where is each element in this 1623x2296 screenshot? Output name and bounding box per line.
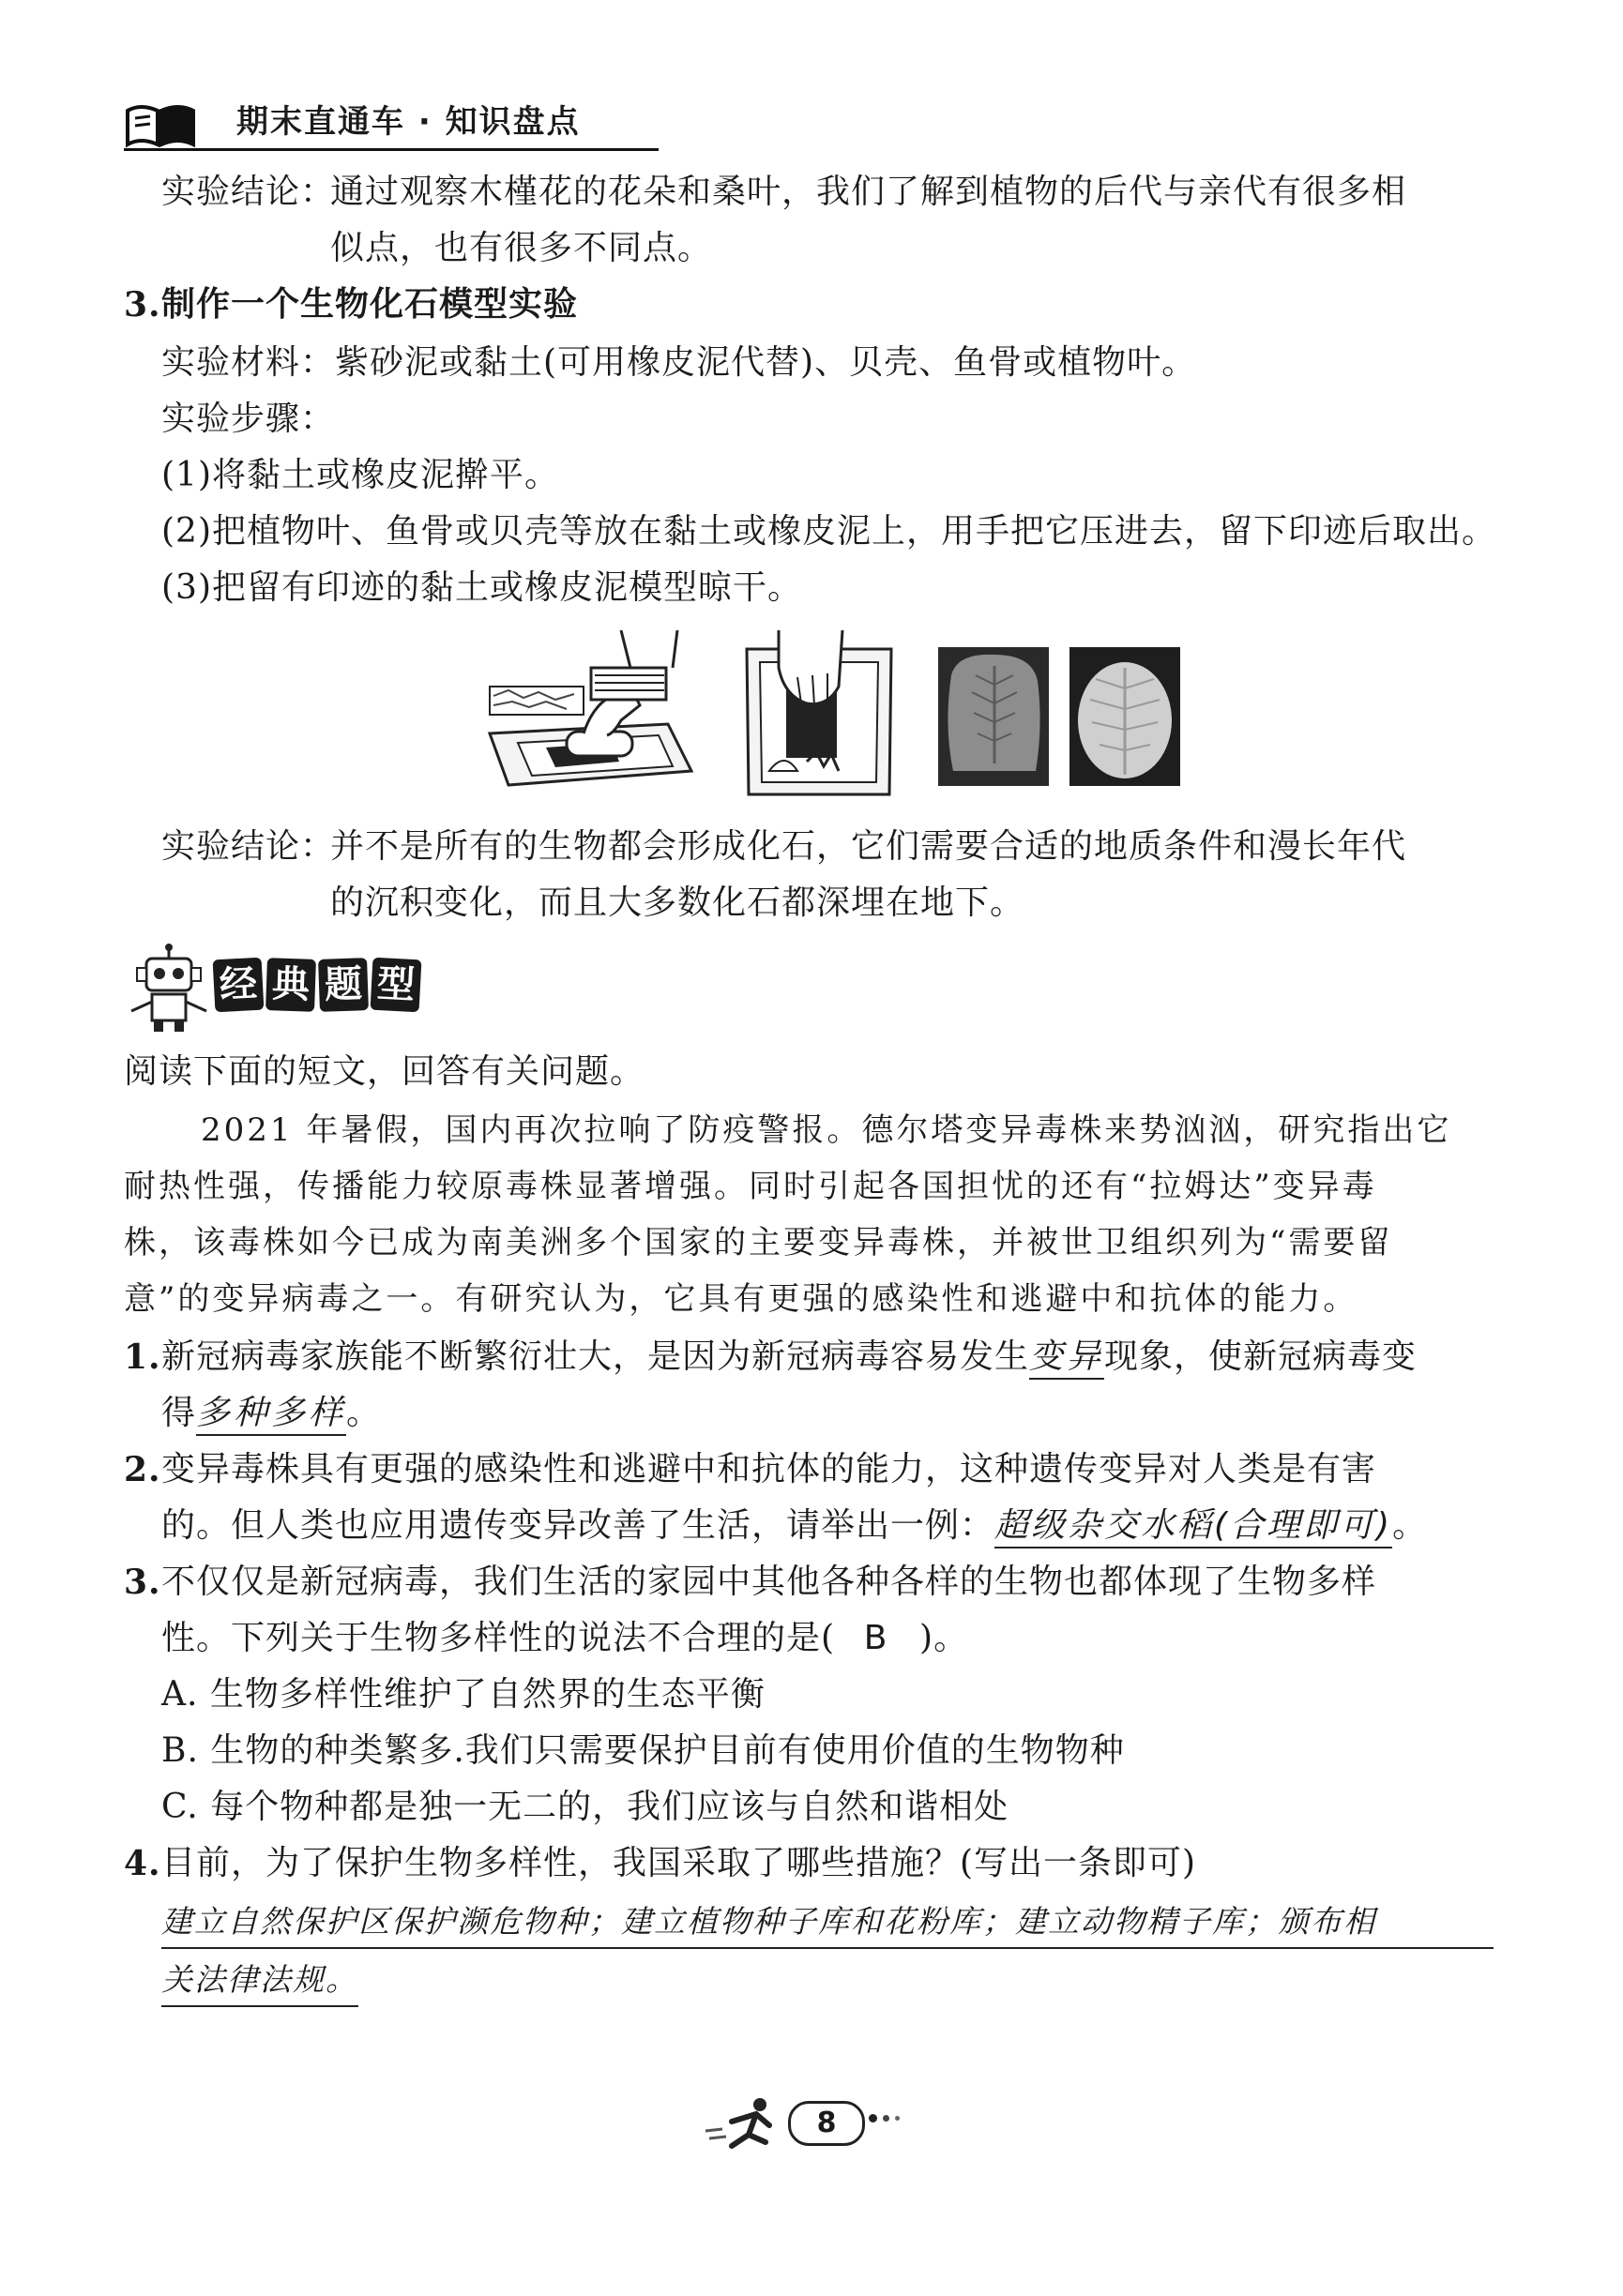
badge-char-3: 题 bbox=[318, 958, 369, 1012]
q1-number: 1. bbox=[124, 1337, 161, 1377]
exp3-step2: (2)把植物叶、鱼骨或贝壳等放在黏土或橡皮泥上，用手把它压进去，留下印迹后取出。 bbox=[161, 512, 1496, 551]
footer-dots bbox=[869, 2114, 900, 2122]
exp3-title: 制作一个生物化石模型实验 bbox=[161, 285, 579, 324]
passage-line-1: 2021 年暑假，国内再次拉响了防疫警报。德尔塔变异毒株来势汹汹，研究指出它 bbox=[201, 1111, 1452, 1149]
q3-option-a: A. 生物多样性维护了自然界的生态平衡 bbox=[161, 1675, 766, 1714]
header-title: 期末直通车 · 知识盘点 bbox=[236, 103, 581, 141]
pressing-leaf-illustration bbox=[741, 630, 901, 799]
classic-intro: 阅读下面的短文，回答有关问题。 bbox=[124, 1052, 645, 1091]
q3-line2b: )。 bbox=[919, 1619, 969, 1657]
q2-answer: 超级杂交水稻(合理即可) bbox=[994, 1506, 1392, 1548]
exp3-conclusion-line2: 的沉积变化，而且大多数化石都深埋在地下。 bbox=[330, 884, 1025, 922]
q3-line2 bbox=[161, 1615, 968, 1662]
leaf-fossil-photo-2 bbox=[1069, 647, 1180, 786]
classic-badge bbox=[124, 944, 443, 1034]
passage-line-2: 耐热性强，传播能力较原毒株显著增强。同时引起各国担忧的还有“拉姆达”变异毒 bbox=[124, 1168, 1377, 1205]
q4-answer-line1: 建立自然保护区保护濒危物种；建立植物种子库和花粉库；建立动物精子库；颁布相 bbox=[161, 1898, 1494, 1949]
q4-answer-line2: 关法律法规。 bbox=[161, 1956, 358, 2007]
rolling-clay-illustration bbox=[480, 630, 696, 799]
exp3-step1: (1)将黏土或橡皮泥擀平。 bbox=[161, 456, 559, 494]
leaf-fossil-photo-1 bbox=[938, 647, 1049, 786]
top-conclusion-line1: 通过观察木槿花的花朵和桑叶，我们了解到植物的后代与亲代有很多相 bbox=[330, 173, 1407, 211]
book-logo-icon bbox=[124, 98, 197, 148]
q3-answer: B bbox=[863, 1619, 891, 1657]
footer bbox=[704, 2093, 929, 2150]
passage-line-4: 意”的变异病毒之一。有研究认为，它具有更强的感染性和逃避中和抗体的能力。 bbox=[124, 1280, 1358, 1318]
classic-badge-chars bbox=[214, 959, 420, 1011]
top-conclusion-label: 实验结论： bbox=[161, 173, 336, 211]
q2-end: 。 bbox=[1392, 1506, 1428, 1545]
q4-number: 4. bbox=[124, 1844, 161, 1883]
q3-line1: 不仅仅是新冠病毒，我们生活的家园中其他各种各样的生物也都体现了生物多样 bbox=[161, 1563, 1377, 1601]
q3-number: 3. bbox=[124, 1563, 161, 1602]
top-conclusion-line2: 似点，也有很多不同点。 bbox=[330, 229, 713, 267]
badge-char-2: 典 bbox=[265, 958, 316, 1012]
q2-line2-text: 的。但人类也应用遗传变异改善了生活，请举出一例： bbox=[161, 1506, 995, 1545]
q1-text-d: 。 bbox=[346, 1394, 382, 1432]
runner-icon bbox=[704, 2093, 788, 2150]
q1-text-a: 新冠病毒家族能不断繁衍壮大，是因为新冠病毒容易发生 bbox=[161, 1337, 1030, 1376]
q1-answer-a: 变异 bbox=[1029, 1337, 1104, 1380]
q2-line1: 变异毒株具有更强的感染性和逃避中和抗体的能力，这种遗传变异对人类是有害 bbox=[161, 1450, 1377, 1488]
exp3-conclusion-label: 实验结论： bbox=[161, 827, 336, 866]
badge-char-4: 型 bbox=[371, 958, 422, 1013]
page-number: 8 bbox=[788, 2101, 865, 2146]
q3-option-b: B. 生物的种类繁多.我们只需要保护目前有使用价值的生物物种 bbox=[161, 1731, 1125, 1770]
passage-line-3: 株，该毒株如今已成为南美洲多个国家的主要变异毒株，并被世卫组织列为“需要留 bbox=[124, 1224, 1393, 1261]
exp3-materials: 实验材料：紫砂泥或黏土(可用橡皮泥代替)、贝壳、鱼骨或植物叶。 bbox=[161, 343, 1197, 382]
exp3-number: 3. bbox=[124, 285, 161, 325]
exp3-steps-label: 实验步骤： bbox=[161, 400, 336, 438]
q3-line2a: 性。下列关于生物多样性的说法不合理的是( bbox=[161, 1619, 836, 1657]
badge-char-1: 经 bbox=[213, 958, 265, 1013]
q4-question: 目前，为了保护生物多样性，我国采取了哪些措施？(写出一条即可) bbox=[161, 1844, 1197, 1882]
header bbox=[124, 94, 659, 152]
q1-line1 bbox=[161, 1334, 1417, 1381]
q1-text-c: 得 bbox=[161, 1394, 197, 1432]
exp3-step3: (3)把留有印迹的黏土或橡皮泥模型晾干。 bbox=[161, 568, 802, 607]
exp3-conclusion-line1: 并不是所有的生物都会形成化石，它们需要合适的地质条件和漫长年代 bbox=[330, 827, 1407, 866]
q1-line2 bbox=[161, 1390, 381, 1437]
q2-number: 2. bbox=[124, 1450, 161, 1489]
robot-icon bbox=[124, 944, 214, 1034]
header-rule bbox=[124, 148, 659, 151]
q1-answer-b: 多种多样 bbox=[196, 1394, 346, 1436]
q1-text-b: 现象，使新冠病毒变 bbox=[1104, 1337, 1418, 1376]
q2-line2 bbox=[161, 1503, 1427, 1549]
q3-option-c: C. 每个物种都是独一无二的，我们应该与自然和谐相处 bbox=[161, 1788, 1009, 1826]
